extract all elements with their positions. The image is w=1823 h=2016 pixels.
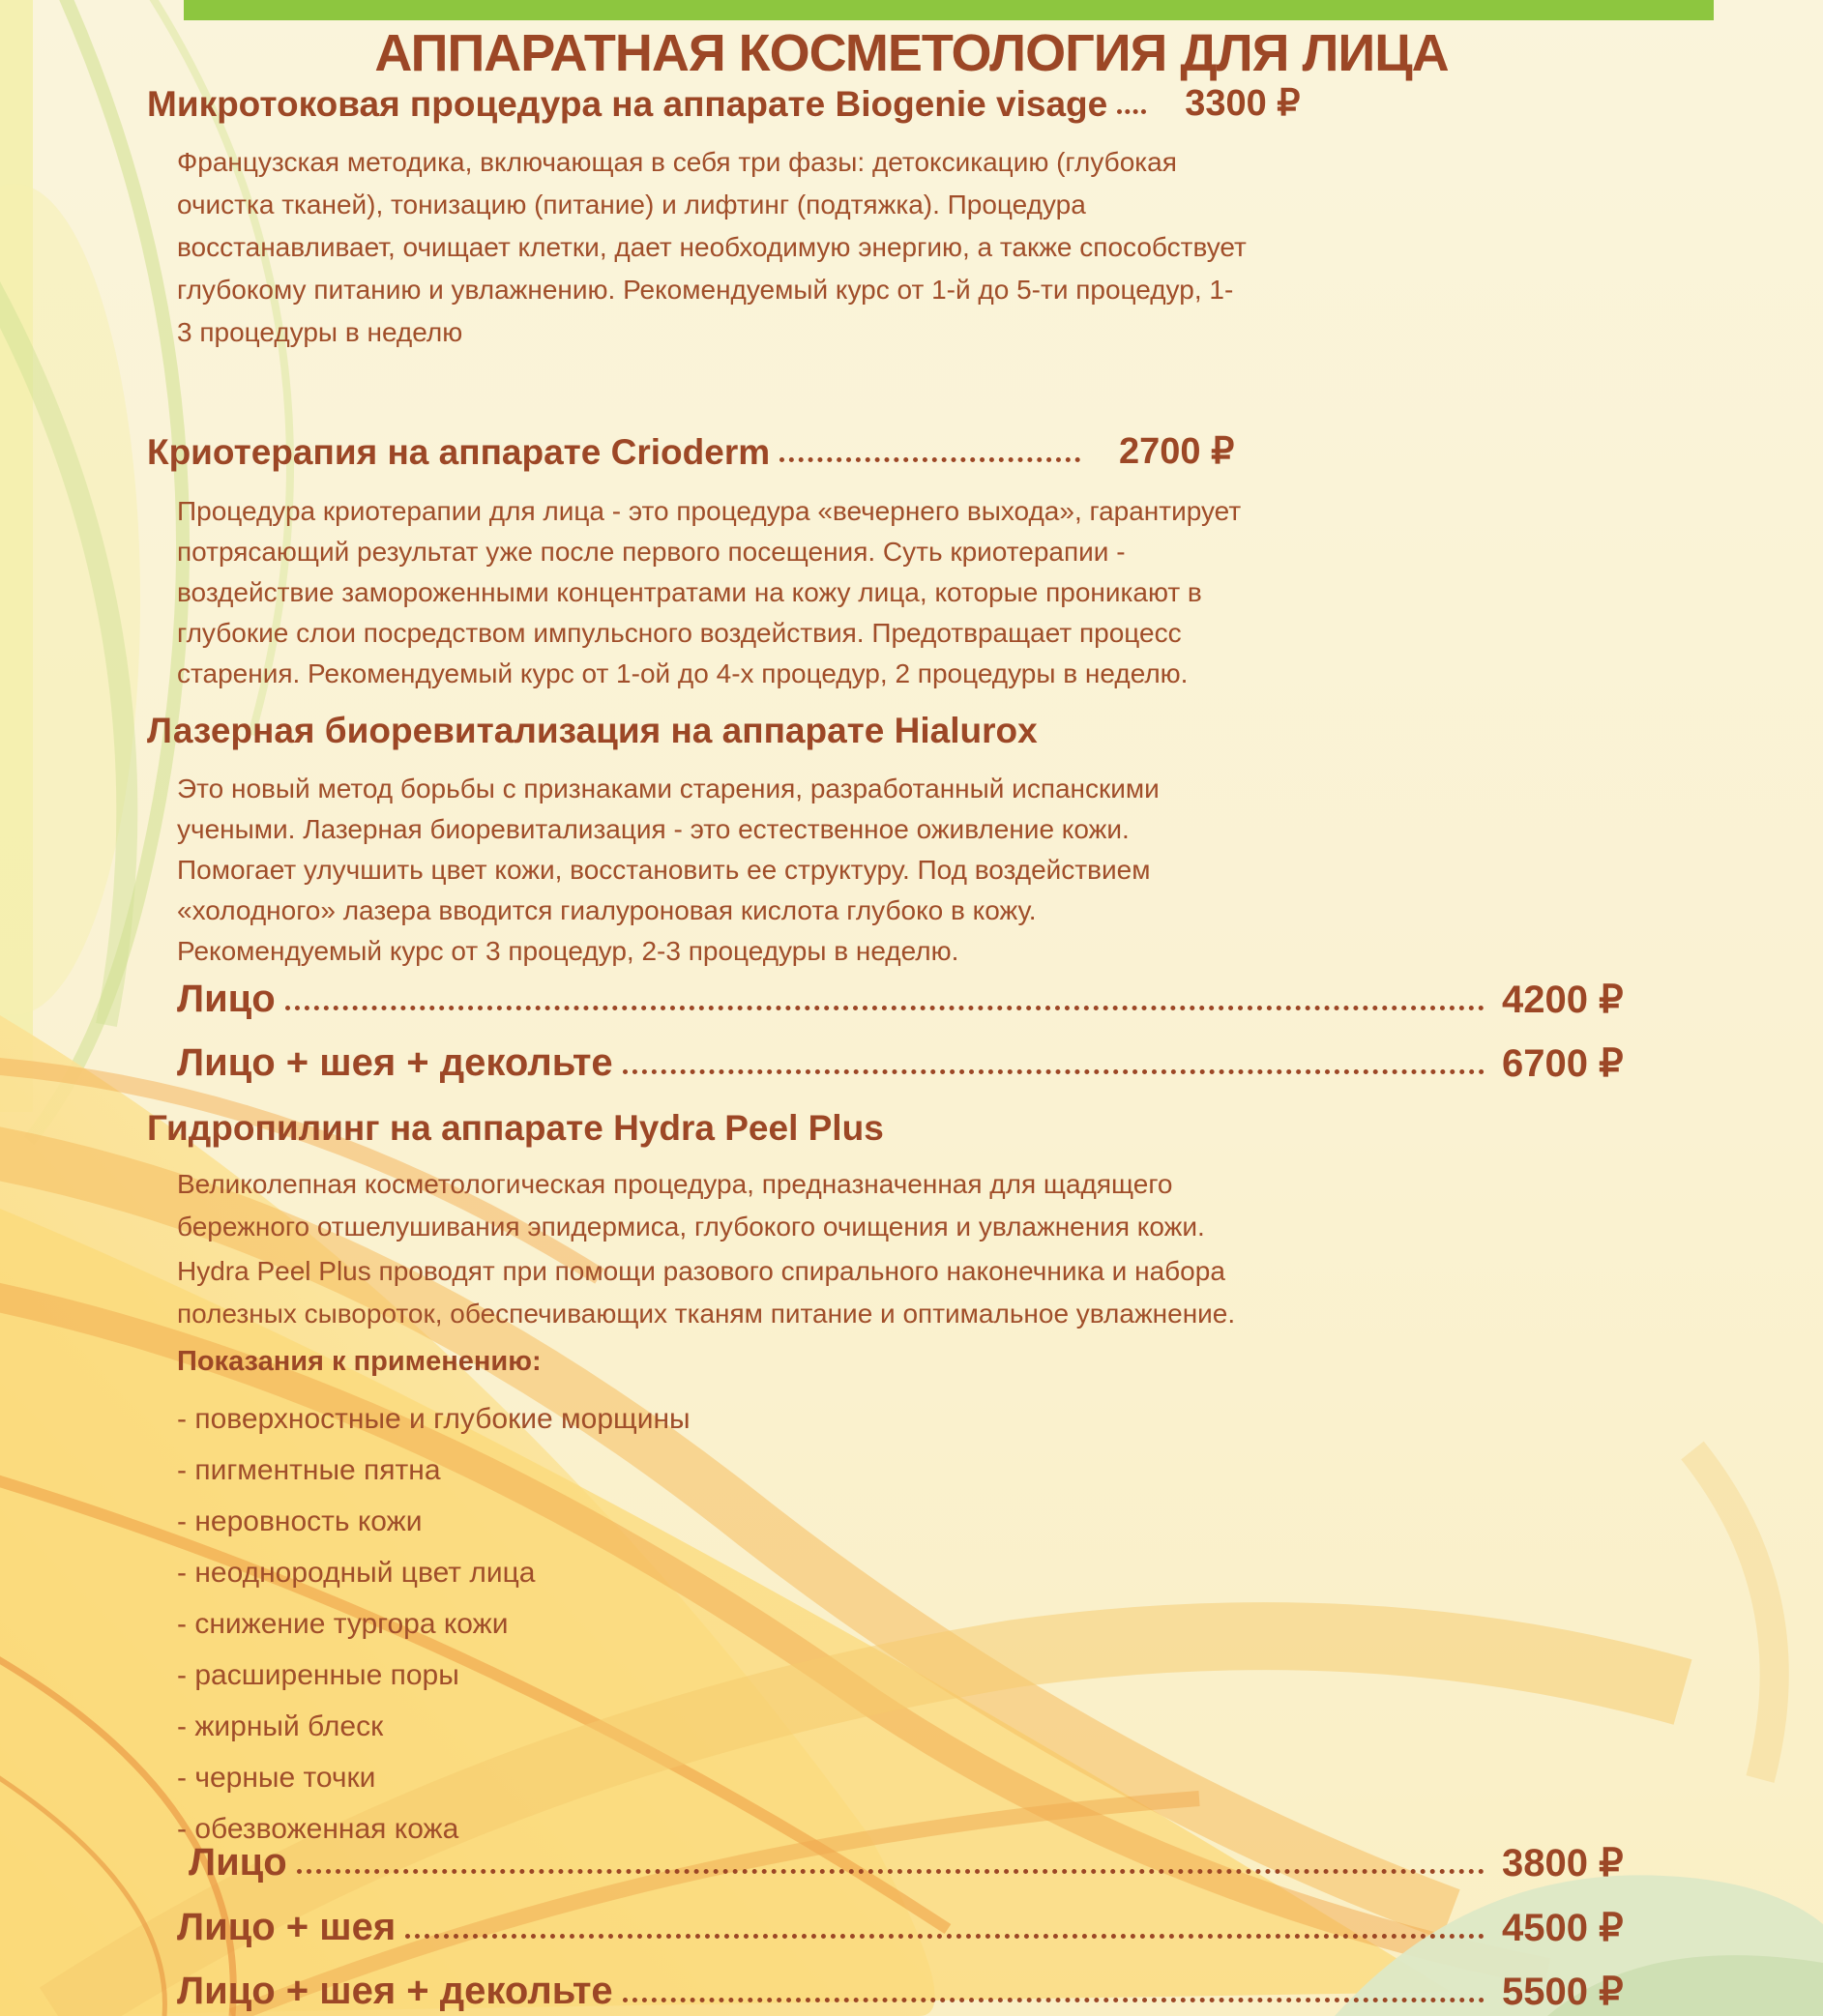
description-line: бережного отшелушивания эпидермиса, глубокого очищения и увлажнения кожи. (177, 1212, 1205, 1242)
leader-dots (779, 457, 1080, 462)
leader-dots (623, 1998, 1485, 2002)
indication-item: - поверхностные и глубокие морщины (177, 1403, 691, 1435)
price-microcurrent: 3300 ₽ (1185, 83, 1301, 125)
indications-title: Показания к применению: (177, 1346, 542, 1377)
price-row-label: Лицо (177, 978, 276, 1020)
description-cryotherapy (177, 491, 1241, 694)
indication-item: - снижение тургора кожи (177, 1608, 509, 1640)
service-title-microcurrent: Микротоковая процедура на аппарате Biogenie visage (147, 84, 1108, 124)
price-row-label: Лицо + шея (177, 1906, 397, 1948)
description-line: глубокому питанию и увлажнению. Рекомендуемый курс от 1-й до 5-ти процедур, 1- (177, 275, 1234, 305)
description-line: восстанавливает, очищает клетки, дает необходимую энергию, а также способствует (177, 232, 1247, 262)
description-line: 3 процедуры в неделю (177, 317, 463, 347)
description-line: потрясающий результат уже после первого посещения. Суть криотерапии - (177, 537, 1126, 567)
price-row-face-neck (177, 1907, 1642, 1947)
description-line: Это новый метод борьбы с признаками старения, разработанный испанскими (177, 774, 1160, 803)
price-row-label: Лицо + шея + декольте (177, 1041, 613, 1084)
description-hydropeeling-1 (177, 1163, 1205, 1248)
description-line: глубокие слои посредством импульсного воздействия. Предотвращает процесс (177, 618, 1182, 648)
service-title-laser: Лазерная биоревитализация на аппарате Hialurox (147, 711, 1038, 750)
description-line: Французская методика, включающая в себя три фазы: детоксикацию (глубокая (177, 147, 1177, 177)
description-laser (177, 769, 1160, 972)
leader-dots (297, 1869, 1485, 1874)
leader-dots (1117, 109, 1146, 114)
price-laser-face-neck-decollete: 6700 ₽ (1502, 1041, 1624, 1085)
leader-dots (285, 1006, 1485, 1010)
description-line: воздействие замороженными концентратами на кожу лица, которые проникают в (177, 577, 1202, 607)
price-face-neck-decollete: 5500 ₽ (1502, 1970, 1624, 2013)
description-line: очистка тканей), тонизацию (питание) и лифтинг (подтяжка). Процедура (177, 190, 1086, 219)
indication-item: - обезвоженная кожа (177, 1813, 459, 1845)
service-row-microcurrent (147, 83, 1301, 125)
indication-item: - расширенные поры (177, 1659, 459, 1691)
service-title-cryotherapy: Криотерапия на аппарате Crioderm (147, 432, 771, 472)
description-line: Hydra Peel Plus проводят при помощи разового спирального наконечника и набора (177, 1256, 1225, 1286)
description-line: Помогает улучшить цвет кожи, восстановить ее структуру. Под воздействием (177, 855, 1151, 885)
indication-item: - неоднородный цвет лица (177, 1557, 536, 1589)
service-title-hydropeeling: Гидропилинг на аппарате Hydra Peel Plus (147, 1108, 884, 1148)
indication-item: - черные точки (177, 1762, 376, 1794)
price-row-laser-face (177, 979, 1642, 1019)
description-line: Процедура криотерапии для лица - это процедура «вечернего выхода», гарантирует (177, 496, 1242, 526)
price-face: 3800 ₽ (1502, 1841, 1624, 1885)
indication-item: - пигментные пятна (177, 1454, 441, 1486)
price-row-face (189, 1842, 1642, 1883)
description-microcurrent (177, 141, 1247, 354)
description-line: старения. Рекомендуемый курс от 1-ой до 4-х процедур, 2 процедуры в неделю. (177, 658, 1189, 688)
indication-item: - неровность кожи (177, 1505, 423, 1537)
price-row-label: Лицо + шея + декольте (177, 1970, 613, 2012)
price-cryotherapy: 2700 ₽ (1119, 431, 1235, 473)
description-line: Великолепная косметологическая процедура, предназначенная для щадящего (177, 1169, 1173, 1199)
service-row-cryotherapy (147, 433, 1245, 471)
description-line: полезных сывороток, обеспечивающих тканям питание и оптимальное увлажнение. (177, 1299, 1236, 1329)
top-accent-bar (184, 0, 1714, 20)
indication-item: - жирный блеск (177, 1710, 384, 1742)
description-hydropeeling-2 (177, 1250, 1235, 1335)
leader-dots (623, 1069, 1485, 1074)
price-row-face-neck-decollete (177, 1971, 1642, 2011)
page-title: АППАРАТНАЯ КОСМЕТОЛОГИЯ ДЛЯ ЛИЦА (374, 24, 1449, 82)
price-row-label: Лицо (189, 1841, 287, 1884)
description-line: Рекомендуемый курс от 3 процедур, 2-3 процедуры в неделю. (177, 936, 959, 966)
price-face-neck: 4500 ₽ (1502, 1906, 1624, 1949)
price-laser-face: 4200 ₽ (1502, 978, 1624, 1021)
leader-dots (405, 1934, 1485, 1939)
price-row-laser-face-neck-decollete (177, 1042, 1642, 1083)
indications-list (177, 1393, 691, 1855)
description-line: «холодного» лазера вводится гиалуроновая кислота глубоко в кожу. (177, 895, 1037, 925)
description-line: учеными. Лазерная биоревитализация - это естественное оживление кожи. (177, 814, 1130, 844)
